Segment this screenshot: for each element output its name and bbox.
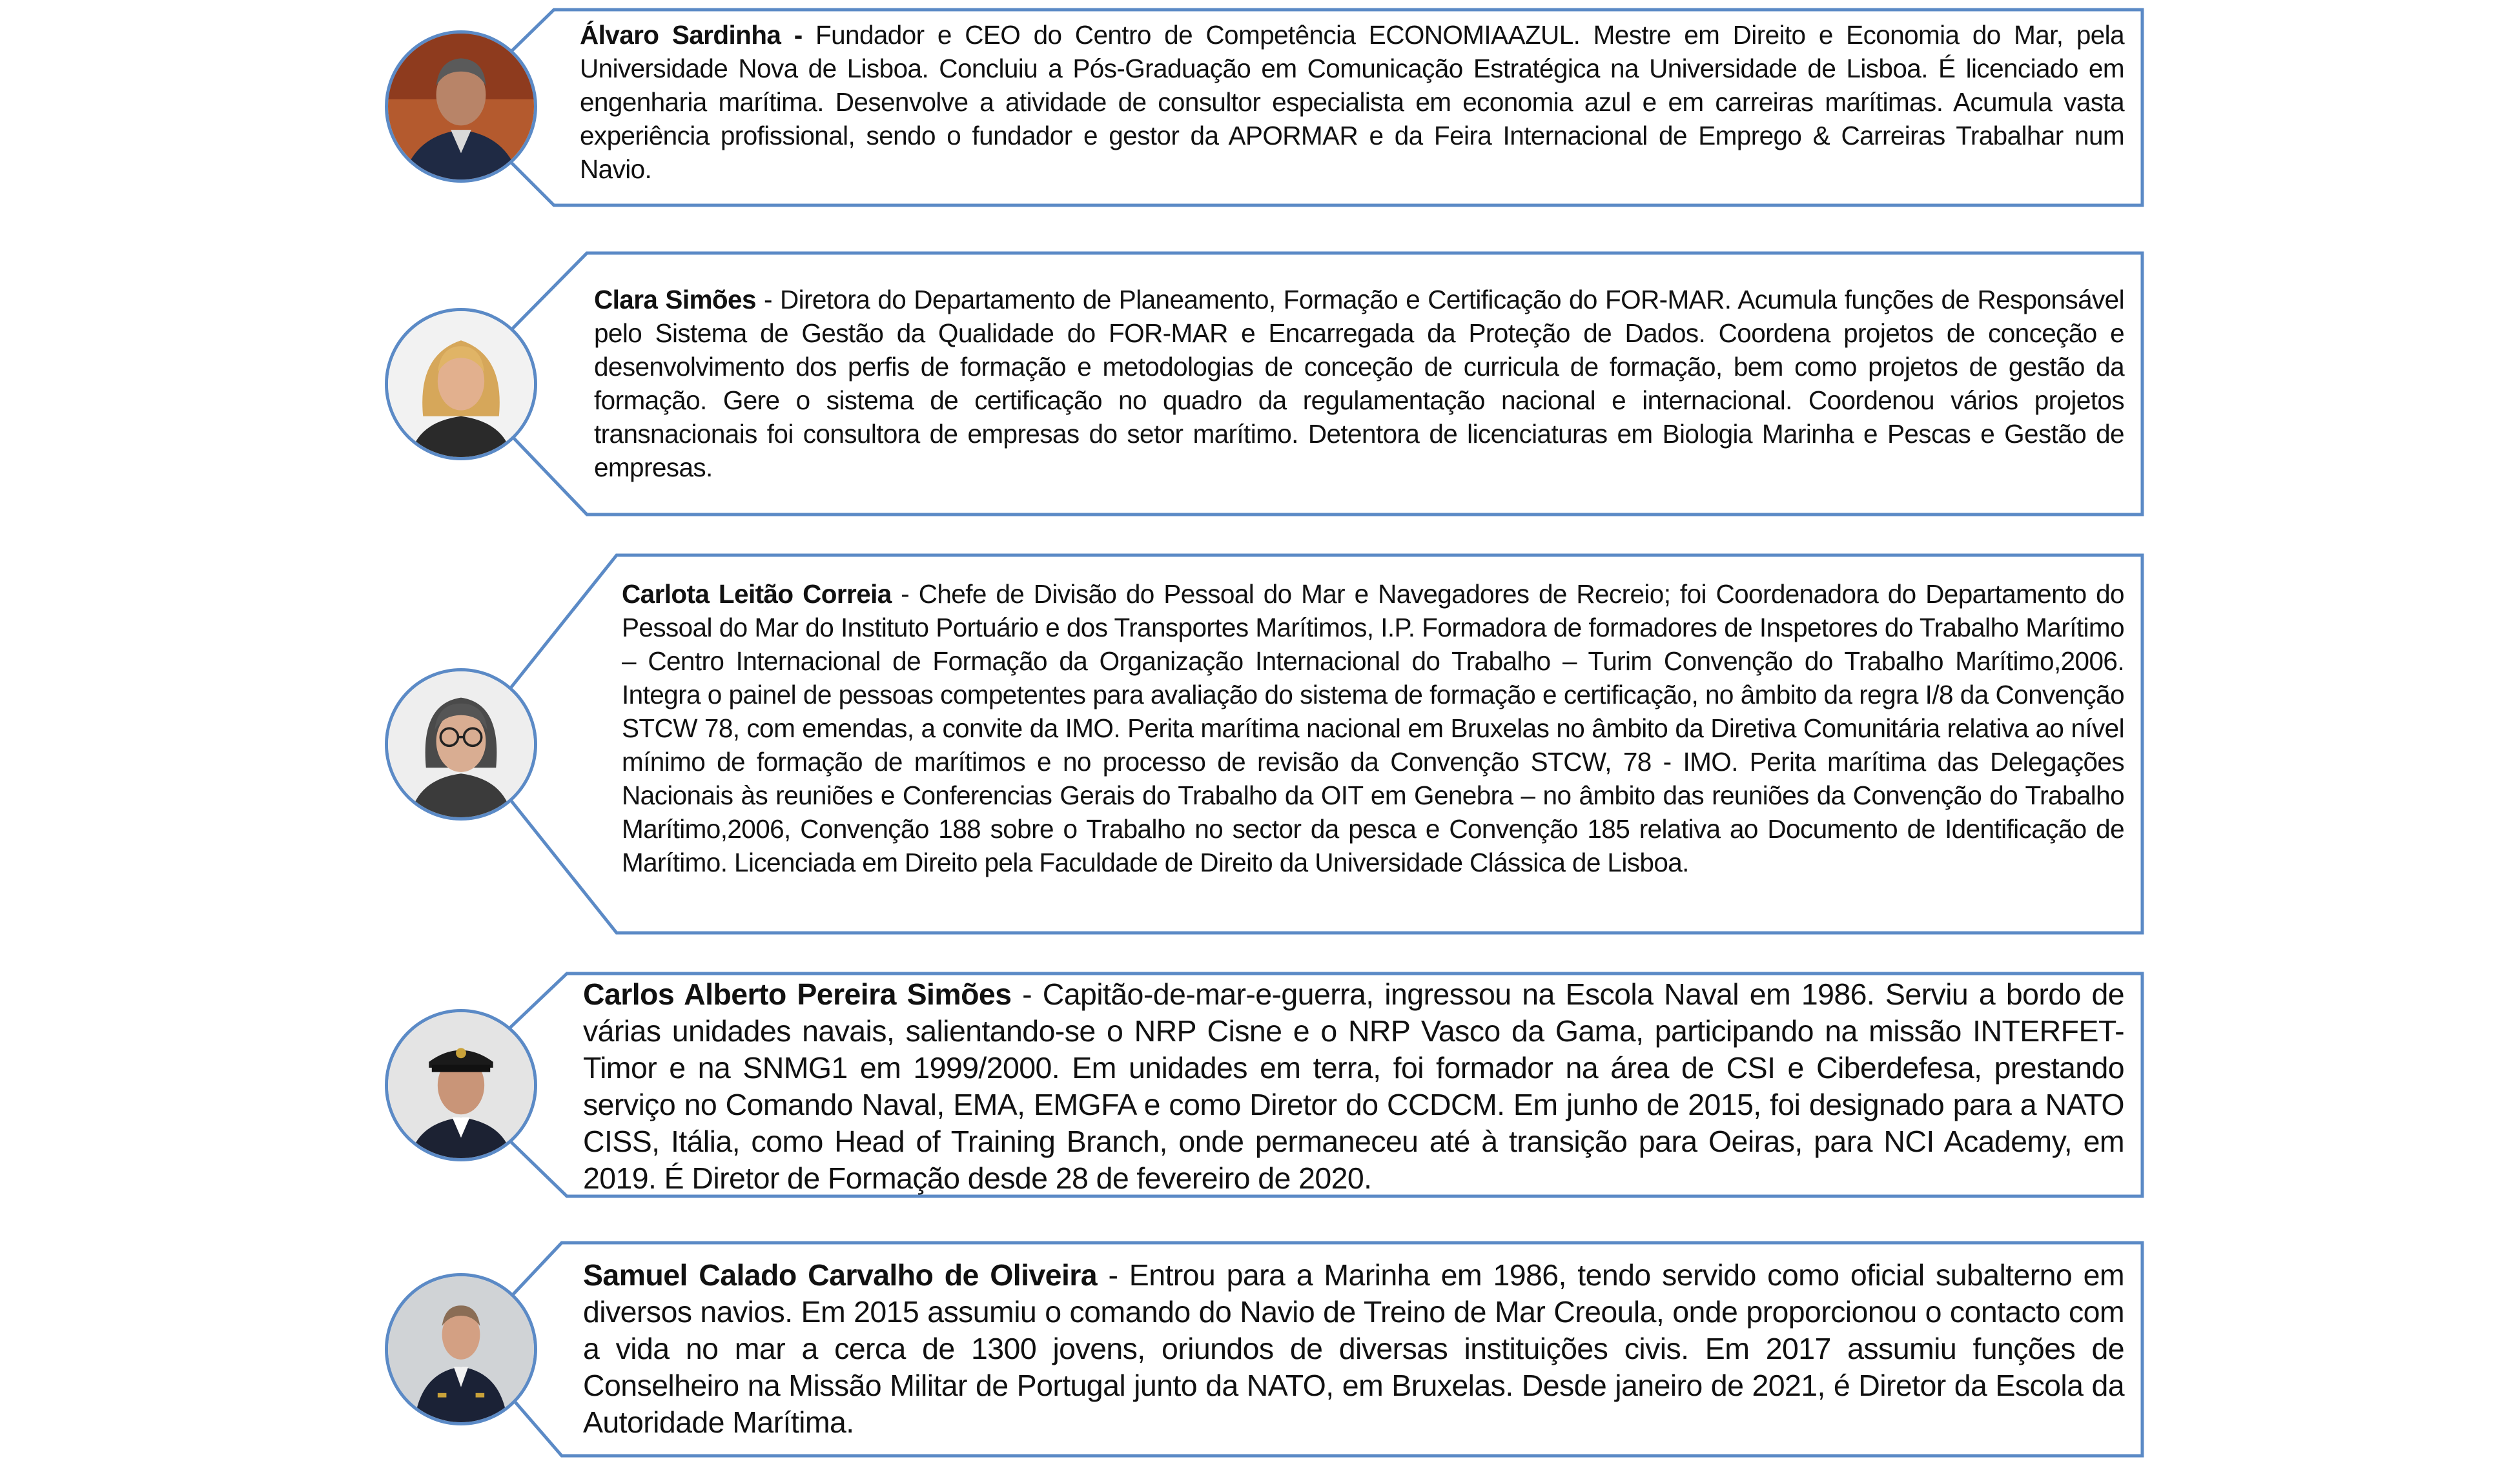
person-name: Carlos Alberto Pereira Simões xyxy=(583,977,1012,1011)
person-description: - Chefe de Divisão do Pessoal do Mar e Navegadores de Recreio; foi Coordenadora do Departamento do Pessoal do Mar do Instituto Portuário e dos Transportes Marítimos, I.P. Formadora de formadores de Inspetores do Trabalho Marítimo – Centro Internacional de Formação da Organização Internacional do Trabalho – Turim Convenção do Trabalho Marítimo,2006. Integra o painel de pessoas competentes para avaliação do sistema de formação e certificação, no âmbito da regra I/8 da Convenção STCW 78, com emendas, a convite da IMO. Perita marítima nacional em Bruxelas no âmbito da Diretiva Comunitária relativa ao nível mínimo de formação de marítimos e no processo de revisão da Convenção STCW, 78 - IMO. Perita marítima das Delegações Nacionais às reuniões e Conferencias Gerais do Trabalho da OIT em Genebra – no âmbito das reuniões da Convenção do Trabalho Marítimo,2006, Convenção 188 sobre o Trabalho no sector da pesca e Convenção 185 relativa ao Documento de Identificação de Marítimo. Licenciada em Direito pela Faculdade de Direito da Universidade Clássica de Lisboa. xyxy=(622,579,2124,877)
person-name: Álvaro Sardinha - xyxy=(580,20,803,50)
bio-carlota-leitao-correia xyxy=(622,577,2124,879)
person-name: Samuel Calado Carvalho de Oliveira xyxy=(583,1258,1098,1292)
bio-samuel-calado-carvalho-de-oliveira xyxy=(583,1257,2124,1441)
avatar-samuel-calado-carvalho-de-oliveira xyxy=(385,1273,537,1425)
person-description: Fundador e CEO do Centro de Competência ECONOMIAAZUL. Mestre em Direito e Economia do Mar, pela Universidade Nova de Lisboa. Concluiu a Pós-Graduação em Comunicação Estratégica na Universidade de Lisboa. É licenciado em engenharia marítima. Desenvolve a atividade de consultor especialista em economia azul e em carreiras marítimas. Acumula vasta experiência profissional, sendo o fundador e gestor da APORMAR e da Feira Internacional de Emprego & Carreiras Trabalhar num Navio. xyxy=(580,20,2124,184)
person-name: Carlota Leitão Correia xyxy=(622,579,892,609)
portrait-naval-officer-icon xyxy=(388,1012,534,1158)
bio-alvaro-sardinha xyxy=(580,18,2124,186)
portrait-woman-icon xyxy=(388,311,534,457)
portrait-man-icon xyxy=(388,34,534,179)
bio-carlos-alberto-pereira-simoes xyxy=(583,976,2124,1197)
bio-clara-simoes xyxy=(594,283,2124,484)
avatar-alvaro-sardinha xyxy=(385,30,537,183)
person-name: Clara Simões xyxy=(594,285,756,314)
portrait-woman-icon xyxy=(388,671,534,817)
person-description: - Diretora do Departamento de Planeamento, Formação e Certificação do FOR-MAR. Acumula funções de Responsável pelo Sistema de Gestão da Qualidade do FOR-MAR e Encarregada da Proteção de Dados. Coordena projetos de conceção e desenvolvimento dos perfis de formação e metodologias de conceção de curricula de formação, bem como projetos de gestão da formação. Gere o sistema de certificação no quadro da regulamentação nacional e internacional. Coordenou vários projetos transnacionais foi consultora de empresas do setor marítimo. Detentora de licenciaturas em Biologia Marinha e Pescas e Gestão de empresas. xyxy=(594,285,2124,482)
person-description: - Entrou para a Marinha em 1986, tendo servido como oficial subalterno em diversos navios. Em 2015 assumiu o comando do Navio de Treino de Mar Creoula, onde proporcionou o contacto com a vida no mar a cerca de 1300 jovens, oriundos de diversas instituições civis. Em 2017 assumiu funções de Conselheiro na Missão Militar de Portugal junto da NATO, em Bruxelas. Desde janeiro de 2021, é Diretor da Escola da Autoridade Marítima. xyxy=(583,1258,2124,1439)
avatar-carlos-alberto-pereira-simoes xyxy=(385,1009,537,1161)
avatar-carlota-leitao-correia xyxy=(385,668,537,821)
portrait-naval-officer-icon xyxy=(388,1276,534,1422)
person-description: - Capitão-de-mar-e-guerra, ingressou na Escola Naval em 1986. Serviu a bordo de várias unidades navais, salientando-se o NRP Cisne e o NRP Vasco da Gama, participando na missão INTERFET-Timor e na SNMG1 em 1999/2000. Em unidades em terra, foi formador na área de CSI e Ciberdefesa, prestando serviço no Comando Naval, EMA, EMGFA e como Diretor do CCDCM. Em junho de 2015, foi designado para a NATO CISS, Itália, como Head of Training Branch, onde permaneceu até à transição para Oeiras, para NCI Academy, em 2019. É Diretor de Formação desde 28 de fevereiro de 2020. xyxy=(583,977,2124,1195)
avatar-clara-simoes xyxy=(385,308,537,460)
